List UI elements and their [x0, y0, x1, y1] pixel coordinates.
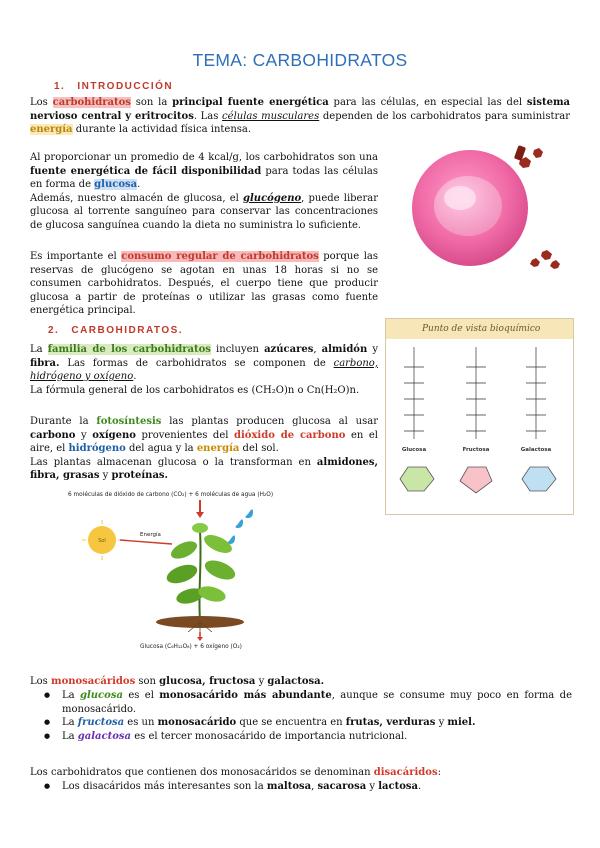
- section-number: 2.: [48, 325, 60, 336]
- label-galactosa: Galactosa: [520, 447, 552, 453]
- plant-icon: [164, 523, 238, 620]
- diagram-bottom-label: Glucosa (C₆H₁₂O₆) + 6 oxígeno (O₂): [140, 644, 242, 650]
- list-item: ● La fructosa es un monosacárido que se encuentra en frutas, verduras y miel.: [30, 716, 572, 730]
- panel-header: Punto de vista bioquímico: [386, 319, 573, 339]
- monosacaridos-list: [30, 689, 572, 743]
- disacaridos-list: [30, 780, 572, 794]
- sun-label: Sol: [98, 538, 106, 544]
- page-title: TEMA: CARBOHIDRATOS: [192, 50, 408, 70]
- consumo-paragraph: Es importante el consumo regular de carbohidratos porque las reservas de glucógeno se agotan en unas 18 horas si no se consumen carbohidratos. Después, el cuerpo tiene que producir glucosa a partir de proteínas o utilizar las grasas como fuente energética principal.: [30, 251, 378, 317]
- list-item: ● La galactosa es el tercer monosacárido de importancia nutricional.: [30, 730, 572, 744]
- sugar-structures: [386, 339, 573, 514]
- term-glucosa: glucosa: [94, 179, 138, 191]
- cell-illustration: [392, 140, 570, 280]
- energy-paragraph: Al proporcionar un promedio de 4 kcal/g, los carbohidratos son una fuente energética de fácil disponibilidad para todas las células en forma de glucosa. Además, nuestro almacén de glucosa, el glucógeno, puede liberar glucosa al torrente sanguíneo para conservar las concentraciones de glucosa sanguínea cuando la dieta no suministra lo suficiente.: [30, 152, 378, 231]
- water-drop-icon: [236, 519, 244, 528]
- list-item: ● Los disacáridos más interesantes son la maltosa, sacarosa y lactosa.: [30, 780, 572, 794]
- term-consumo: consumo regular de carbohidratos: [121, 251, 319, 262]
- term-energia: energía: [30, 124, 73, 136]
- fotosintesis-paragraph: Durante la fotosíntesis las plantas producen glucosa al usar carbono y oxígeno provenientes del dióxido de carbono en el aire, el hidrógeno del agua y la energía del sol. Las plantas almacenan glucosa o la transforman en almidones, fibra, grasas y proteínas.: [30, 416, 378, 482]
- intro-paragraph: Los carbohidratos son la principal fuente energética para las células, en especial las del sistema nervioso central y eritrocitos. Las células musculares dependen de los carbohidratos para suministrar energía durante la actividad física intensa.: [30, 97, 571, 136]
- section-heading-carbohidratos: [48, 325, 183, 336]
- label-fructosa: Fructosa: [462, 447, 490, 453]
- arrow-down-icon: [196, 512, 204, 518]
- label-glucosa: Glucosa: [401, 447, 427, 453]
- term-carbohidratos: carbohidratos: [52, 97, 131, 108]
- energy-label: Energía: [140, 532, 161, 538]
- familia-paragraph: La familia de los carbohidratos incluyen azúcares, almidón y fibra. Las formas de carbohidratos se componen de carbono, hidrógeno y oxígeno. La fórmula general de los carbohidratos es (CH₂O)n o Cn(H₂O)n.: [30, 344, 379, 396]
- biochem-panel: [385, 318, 574, 515]
- diagram-top-label: 6 moléculas de dióxido de carbono (CO₂) + 6 moléculas de agua (H₂O): [68, 492, 274, 498]
- disacaridos-intro: Los carbohidratos que contienen dos monosacáridos se denominan disacáridos:: [30, 767, 441, 778]
- section-title: INTRODUCCIÓN: [77, 81, 174, 92]
- term-glucogeno: glucógeno: [243, 192, 302, 204]
- section-title: CARBOHIDRATOS.: [71, 325, 184, 336]
- term-familia: familia de los carbohidratos: [47, 344, 211, 355]
- water-drop-icon: [228, 535, 236, 544]
- formula: La fórmula general de los carbohidratos es (CH₂O)n o Cn(H₂O)n.: [30, 384, 360, 396]
- monosacaridos-intro: Los monosacáridos son glucosa, fructosa y galactosa.: [30, 676, 325, 687]
- water-drop-icon: [246, 509, 254, 518]
- photosynthesis-diagram: [60, 492, 360, 654]
- section-heading-introduccion: [54, 81, 173, 92]
- list-item: ● La glucosa es el monosacárido más abundante, aunque se consume muy poco en forma de monosacárido.: [30, 689, 572, 716]
- section-number: 1.: [54, 81, 66, 92]
